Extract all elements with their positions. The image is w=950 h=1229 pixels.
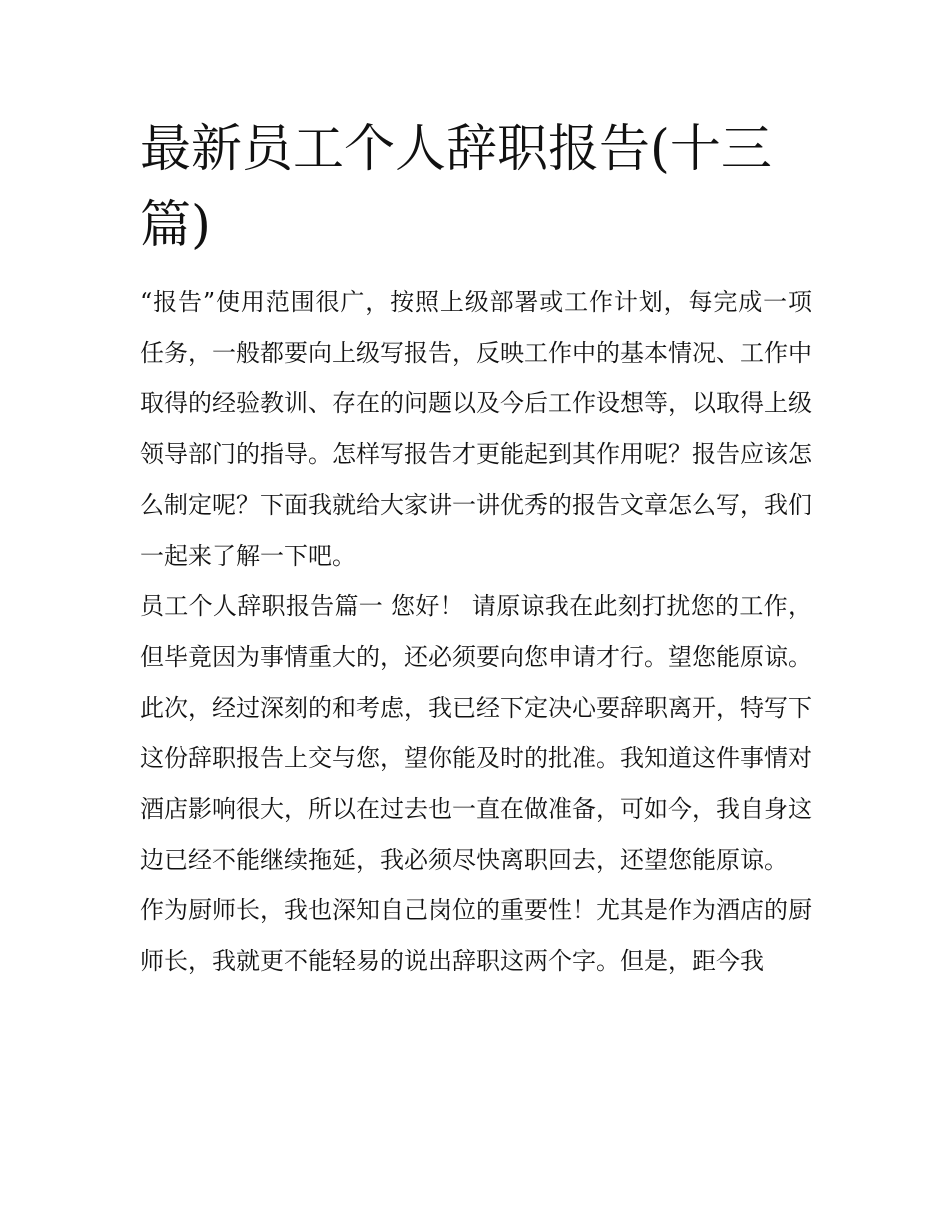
- document-title: 最新员工个人辞职报告(十三篇): [140, 120, 772, 255]
- paragraph-head-chef: 作为厨师长，我也深知自己岗位的重要性！尤其是作为酒店的厨师长，我就更不能轻易的说出辞职这两个字。但是，距今我: [140, 896, 812, 976]
- document-body: [140, 277, 812, 987]
- paragraph-greeting: 员工个人辞职报告篇一 您好！ 请原谅我在此刻打扰您的工作，但毕竟因为事情重大的，还必须要向您申请才行。望您能原谅。: [140, 592, 812, 671]
- paragraph-intro: “报告”使用范围很广，按照上级部署或工作计划，每完成一项任务，一般都要向上级写报告，反映工作中的基本情况、工作中取得的经验教训、存在的问题以及今后工作设想等，以取得上级领导部门的指导。怎样写报告才更能起到其作用呢？报告应该怎么制定呢？下面我就给大家讲一讲优秀的报告文章怎么写，我们一起来了解一下吧。: [140, 288, 812, 570]
- paragraph-resignation-reason: 此次，经过深刻的和考虑，我已经下定决心要辞职离开，特写下这份辞职报告上交与您，望你能及时的批准。我知道这件事情对酒店影响很大，所以在过去也一直在做准备，可如今，我自身这边已经不能继续拖延，我必须尽快离职回去，还望您能原谅。: [140, 693, 812, 874]
